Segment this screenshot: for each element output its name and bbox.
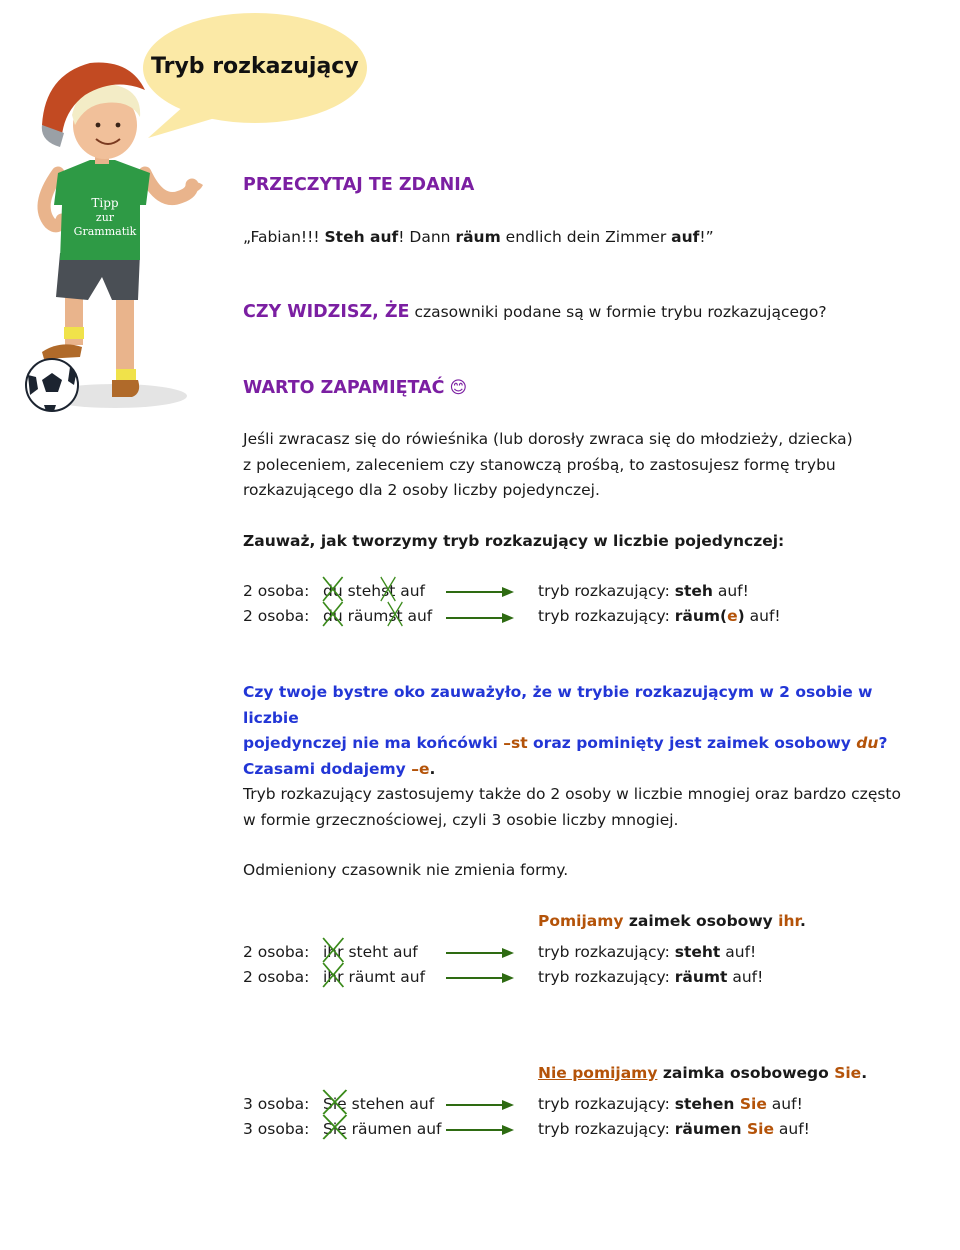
omit-word: Pomijamy	[538, 912, 624, 930]
result-sie: Sie	[734, 1095, 767, 1113]
verb-text: räumen auf	[346, 1120, 442, 1138]
note-line: pojedynczej nie ma końcówki –st oraz pominięty jest zaimek osobowy du?	[243, 734, 888, 752]
verb-particle: auf	[395, 582, 425, 600]
quote-text: endlich dein Zimmer	[500, 228, 672, 246]
ihr-note: Pomijamy zaimek osobowy ihr.	[538, 912, 806, 930]
sie-row-2-person: 3 osoba:	[243, 1120, 310, 1138]
result-e: e	[727, 607, 738, 625]
result-bold: )	[737, 607, 745, 625]
crossed-pronoun: du	[323, 579, 343, 604]
quote-bold: Steh auf	[324, 228, 399, 246]
arrow-right-icon	[446, 948, 514, 958]
result-rest: auf!	[744, 607, 781, 625]
singular-row-1-person: 2 osoba:	[243, 582, 310, 600]
arrow-right-icon	[446, 1100, 514, 1110]
quote-bold: auf	[671, 228, 700, 246]
remember-paragraph	[243, 427, 903, 504]
quote-bold: räum	[455, 228, 501, 246]
boy-mascot-illustration	[20, 55, 220, 415]
plural-paragraph	[243, 782, 923, 833]
result-rest: auf!	[712, 582, 749, 600]
singular-note: Zauważ, jak tworzymy tryb rozkazujący w liczbie pojedynczej:	[243, 532, 785, 550]
section-heading-read-sentences: PRZECZYTAJ TE ZDANIA	[243, 175, 475, 195]
singular-row-1-verb	[323, 579, 425, 604]
quote-text: !”	[699, 228, 714, 246]
remember-heading-line	[243, 376, 467, 401]
bubble-title: Tryb rozkazujący	[151, 54, 359, 79]
crossed-pronoun: ihr	[323, 940, 344, 965]
singular-row-2-verb	[323, 604, 432, 629]
ihr-row-1-verb	[323, 940, 418, 965]
verb-text: steht auf	[343, 943, 418, 961]
paragraph-line: w formie grzecznościowej, czyli 3 osobie liczby mnogiej.	[243, 810, 679, 829]
pronoun-du: du	[856, 734, 879, 752]
do-not-omit-word: Nie pomijamy	[538, 1064, 658, 1082]
crossed-ending: st	[381, 579, 395, 604]
result-bold: stehen	[674, 1095, 735, 1113]
section-heading-remember: WARTO ZAPAMIĘTAĆ	[243, 378, 445, 398]
example-quote	[243, 225, 714, 250]
crossed-ending: st	[388, 604, 402, 629]
singular-row-2-result	[538, 604, 781, 629]
sie-row-2-result: tryb rozkazujący: räumen Sie auf!	[538, 1120, 810, 1138]
result-sie: Sie	[741, 1120, 774, 1138]
verb-stem: räum	[342, 607, 389, 625]
sie-note: Nie pomijamy zaimka osobowego Sie.	[538, 1064, 868, 1082]
arrow-right-icon	[446, 973, 514, 983]
verb-text: stehen auf	[346, 1095, 435, 1113]
sie-row-1-verb	[323, 1092, 434, 1117]
result-label: tryb rozkazujący:	[538, 607, 675, 625]
blue-observation-note	[243, 680, 903, 782]
paragraph-line: z poleceniem, zaleceniem czy stanowczą prośbą, to zastosujesz formę trybu	[243, 455, 836, 474]
result-bold: steh	[674, 582, 713, 600]
shirt-text-3: Grammatik	[73, 225, 137, 238]
pronoun-sie: Sie	[834, 1064, 862, 1082]
crossed-pronoun: du	[323, 604, 343, 629]
ihr-row-1-person: 2 osoba:	[243, 943, 310, 961]
note-line: Czasami dodajemy –e.	[243, 759, 436, 778]
result-bold: steht	[674, 943, 721, 961]
crossed-pronoun: Sie	[323, 1117, 347, 1142]
ending-e: –e	[411, 759, 430, 778]
result-bold: räumen	[674, 1120, 742, 1138]
note-line: Czy twoje bystre oko zauważyło, że w trybie rozkazującym w 2 osobie w liczbie	[243, 683, 873, 727]
quote-text: ! Dann	[398, 228, 456, 246]
unchanged-form-note: Odmieniony czasownik nie zmienia formy.	[243, 861, 569, 879]
paragraph-line: Jeśli zwracasz się do rówieśnika (lub dorosły zwraca się do młodzieży, dziecka)	[243, 430, 853, 448]
quote-text: „Fabian!!!	[243, 228, 325, 246]
verb-stem: steh	[342, 582, 382, 600]
result-bold: räum(	[674, 607, 728, 625]
smile-icon: 😊	[449, 378, 468, 398]
shirt-text-2: zur	[95, 211, 115, 224]
ihr-row-2-result: tryb rozkazujący: räumt auf!	[538, 968, 764, 986]
arrow-right-icon	[446, 1125, 514, 1135]
crossed-pronoun: ihr	[323, 965, 344, 990]
pronoun-ihr: ihr	[778, 912, 800, 930]
shirt-text-1: Tipp	[91, 196, 119, 210]
paragraph-line: rozkazującego dla 2 osoby liczby pojedynczej.	[243, 481, 600, 499]
question-text: czasowniki podane są w formie trybu rozkazującego?	[409, 303, 827, 321]
arrow-right-icon	[446, 587, 514, 597]
result-bold: räumt	[674, 968, 728, 986]
section-heading-do-you-see: CZY WIDZISZ, ŻE	[243, 302, 410, 322]
crossed-pronoun: Sie	[323, 1092, 347, 1117]
arrow-right-icon	[446, 613, 514, 623]
sie-row-1-result: tryb rozkazujący: stehen Sie auf!	[538, 1095, 803, 1113]
ihr-row-1-result: tryb rozkazujący: steht auf!	[538, 943, 757, 961]
verb-particle: auf	[402, 607, 433, 625]
singular-row-2-person: 2 osoba:	[243, 607, 310, 625]
paragraph-line: Tryb rozkazujący zastosujemy także do 2 osoby w liczbie mnogiej oraz bardzo często	[243, 785, 901, 803]
ihr-row-2-person: 2 osoba:	[243, 968, 310, 986]
ending-st: –st	[503, 734, 528, 752]
question-line	[243, 300, 827, 325]
sie-row-2-verb	[323, 1117, 441, 1142]
sie-row-1-person: 3 osoba:	[243, 1095, 310, 1113]
ihr-row-2-verb	[323, 965, 425, 990]
result-label: tryb rozkazujący:	[538, 582, 675, 600]
verb-text: räumt auf	[343, 968, 426, 986]
singular-row-1-result	[538, 579, 749, 604]
